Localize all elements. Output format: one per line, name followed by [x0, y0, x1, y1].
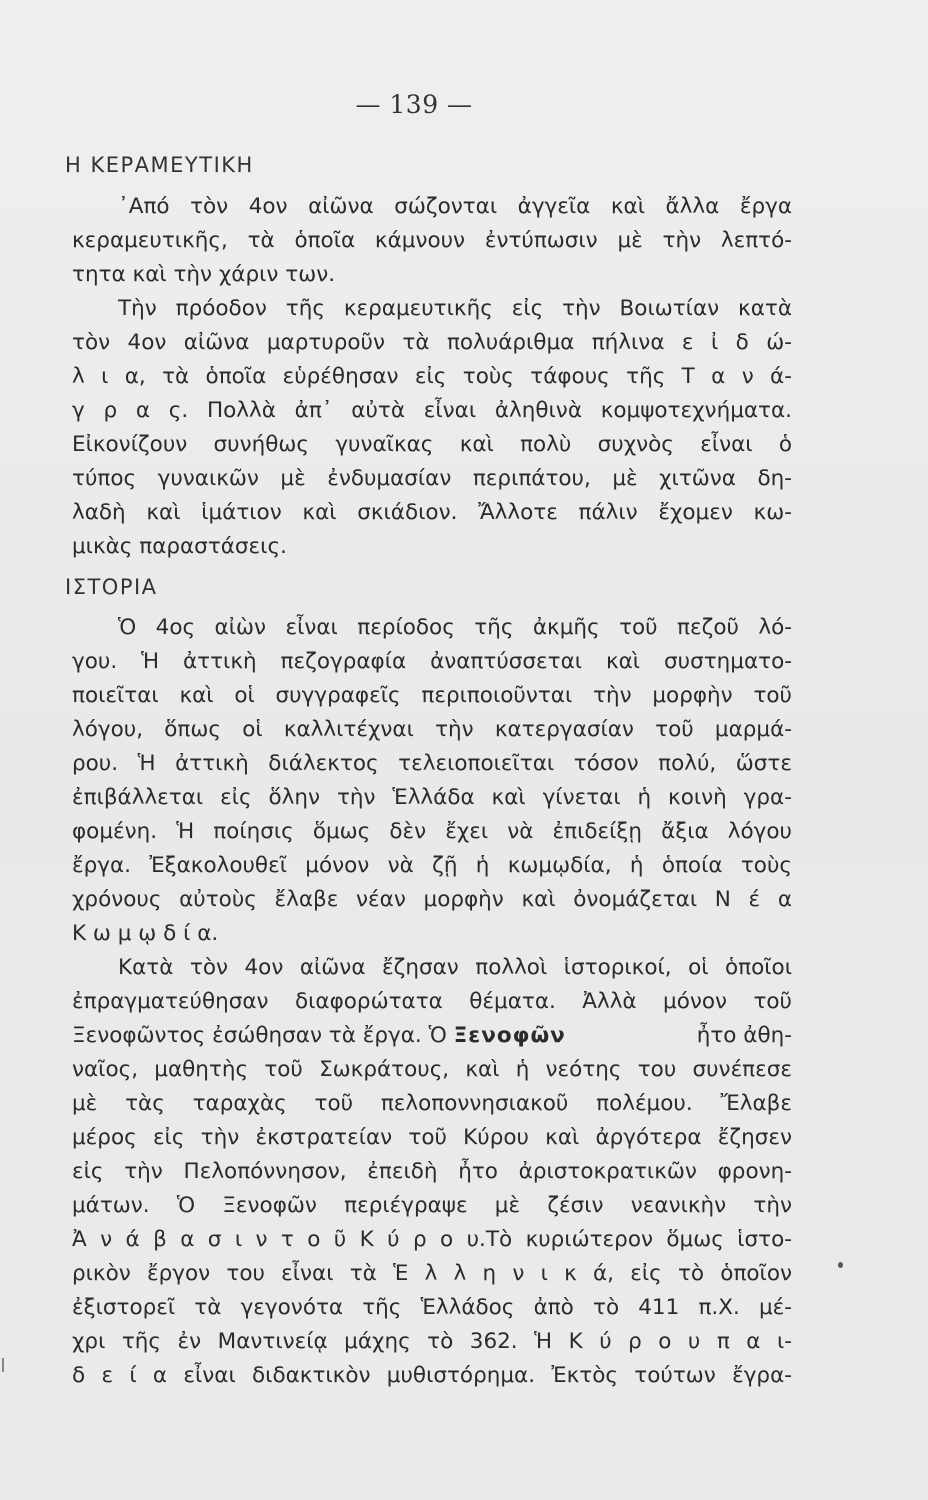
paragraph-line: γ ρ α ς. Πολλὰ ἀπ᾽ αὐτὰ εἶναι ἀληθινὰ κομψοτεχνήματα. — [72, 398, 792, 423]
paragraph-line: εἰς τὴν Πελοπόννησον, ἐπειδὴ ἦτο ἀριστοκρατικῶν φρονη- — [72, 1159, 792, 1184]
paragraph-line: Κ ω μ ῳ δ ί α. — [72, 921, 219, 946]
page-number: — 139 — — [355, 90, 473, 119]
paragraph-line: κεραμευτικῆς, τὰ ὁποῖα κάμνουν ἐντύπωσιν μὲ τὴν λεπτό- — [72, 228, 792, 253]
paragraph-line: χρι τῆς ἐν Μαντινείᾳ μάχης τὸ 362. Ἡ Κ ύ ρ ο υ π α ι- — [72, 1329, 792, 1354]
paragraph-line-with-name — [72, 1021, 792, 1051]
paragraph-line: δ ε ί α εἶναι διδακτικὸν μυθιστόρημα. Ἐκτὸς τούτων ἔγρα- — [72, 1363, 792, 1388]
paragraph-line: ρικὸν ἔργον του εἶναι τὰ Ἑ λ λ η ν ι κ ά, εἰς τὸ ὁποῖον — [72, 1261, 792, 1286]
paragraph-line-text: Ξενοφῶντος ἐσώθησαν τὰ ἔργα. Ὁ — [72, 1023, 447, 1048]
paragraph-line: μὲ τὰς ταραχὰς τοῦ πελοποννησιακοῦ πολέμου. Ἔλαβε — [72, 1091, 792, 1116]
paragraph-line: τύπος γυναικῶν μὲ ἐνδυμασίαν περιπάτου, μὲ χιτῶνα δη- — [72, 466, 792, 491]
paragraph-line: Εἰκονίζουν συνήθως γυναῖκας καὶ πολὺ συχνὸς εἶναι ὁ — [72, 432, 792, 457]
paragraph-line: τητα καὶ τὴν χάριν των. — [72, 262, 336, 287]
section-heading-ceramics: Η ΚΕΡΑΜΕΥΤΙΚΗ — [65, 153, 254, 177]
paragraph-line: τὸν 4ον αἰῶνα μαρτυροῦν τὰ πολυάριθμα πήλινα ε ἰ δ ώ- — [72, 330, 792, 355]
paragraph-line: ποιεῖται καὶ οἱ συγγραφεῖς περιποιοῦνται τὴν μορφὴν τοῦ — [72, 683, 792, 708]
paragraph-line: γου. Ἡ ἀττικὴ πεζογραφία ἀναπτύσσεται καὶ συστηματο- — [72, 649, 792, 674]
xenophon-name: Ξενοφῶν — [453, 1023, 566, 1048]
paragraph-line: φομένη. Ἡ ποίησις ὅμως δὲν ἔχει νὰ ἐπιδείξῃ ἄξια λόγου — [72, 819, 792, 844]
paragraph-line: Τὴν πρόοδον τῆς κεραμευτικῆς εἰς τὴν Βοιωτίαν κατὰ — [118, 296, 792, 321]
paragraph-line: Ὁ 4ος αἰὼν εἶναι περίοδος τῆς ἀκμῆς τοῦ πεζοῦ λό- — [118, 615, 792, 640]
paragraph-line: ρου. Ἡ ἀττικὴ διάλεκτος τελειοποιεῖται τόσον πολύ, ὥστε — [72, 751, 792, 776]
paragraph-line: μικὰς παραστάσεις. — [72, 534, 287, 559]
paragraph-line: ἐπραγματεύθησαν διαφορώτατα θέματα. Ἀλλὰ μόνον τοῦ — [72, 989, 792, 1014]
paragraph-line: ἐπιβάλλεται εἰς ὅλην τὴν Ἑλλάδα καὶ γίνεται ἡ κοινὴ γρα- — [72, 785, 792, 810]
paragraph-line: ἐξιστορεῖ τὰ γεγονότα τῆς Ἑλλάδος ἀπὸ τὸ 411 π.Χ. μέ- — [72, 1295, 792, 1320]
ink-speck — [838, 1262, 843, 1268]
paragraph-line: Κατὰ τὸν 4ον αἰῶνα ἔζησαν πολλοὶ ἱστορικοί, οἱ ὁποῖοι — [118, 955, 792, 980]
section-heading-history: ΙΣΤΟΡΙΑ — [65, 575, 158, 599]
paragraph-line: ᾽Από τὸν 4ον αἰῶνα σώζονται ἀγγεῖα καὶ ἄλλα ἔργα — [118, 194, 792, 219]
paragraph-line: λαδὴ καὶ ἱμάτιον καὶ σκιάδιον. Ἄλλοτε πάλιν ἔχομεν κω- — [72, 500, 792, 525]
paragraph-line: ἔργα. Ἐξακολουθεῖ μόνον νὰ ζῇ ἡ κωμῳδία, ἡ ὁποία τοὺς — [72, 853, 792, 878]
paragraph-line: λ ι α, τὰ ὁποῖα εὑρέθησαν εἰς τοὺς τάφους τῆς Τ α ν ά- — [72, 364, 792, 389]
paragraph-line: ναῖος, μαθητὴς τοῦ Σωκράτους, καὶ ἡ νεότης του συνέπεσε — [72, 1057, 792, 1082]
paragraph-line: Ἀ ν ά β α σ ι ν τ ο ῦ Κ ύ ρ ο υ.Τὸ κυριώτερον ὅμως ἱστο- — [72, 1227, 792, 1252]
paragraph-line-lead — [72, 1021, 566, 1051]
paragraph-line: λόγου, ὅπως οἱ καλλιτέχναι τὴν κατεργασίαν τοῦ μαρμά- — [72, 717, 792, 742]
paragraph-line: μέρος εἰς τὴν ἐκστρατείαν τοῦ Κύρου καὶ ἀργότερα ἔζησεν — [72, 1125, 792, 1150]
paragraph-line: μάτων. Ὁ Ξενοφῶν περιέγραψε μὲ ζέσιν νεανικὴν τὴν — [72, 1193, 792, 1218]
paragraph-line: χρόνους αὐτοὺς ἔλαβε νέαν μορφὴν καὶ ὀνομάζεται Ν έ α — [72, 887, 792, 912]
paragraph-line-tail: ἦτο ἀθη- — [696, 1023, 792, 1048]
scan-edge-mark — [2, 1358, 4, 1372]
